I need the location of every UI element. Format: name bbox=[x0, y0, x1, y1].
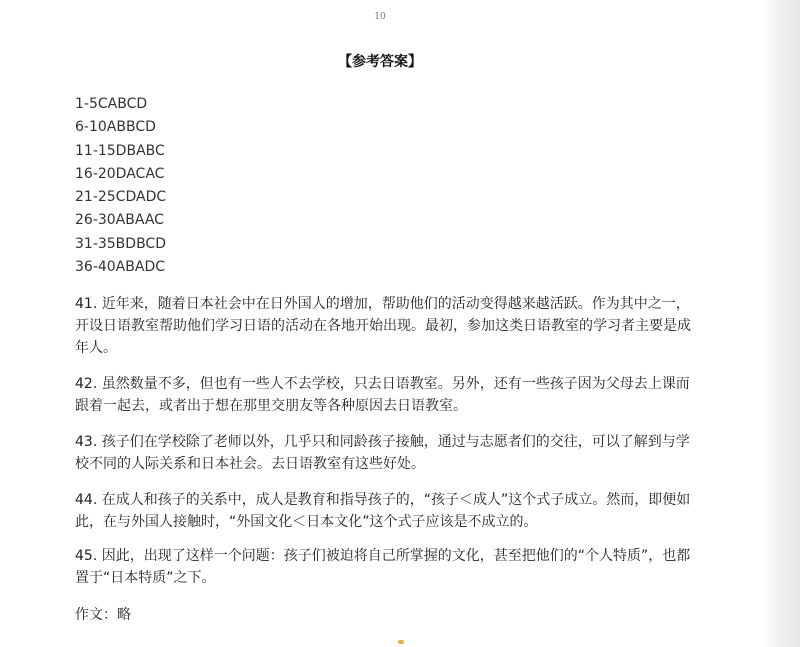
answer-44: 44. 在成人和孩子的关系中，成人是教育和指导孩子的，“孩子＜成人”这个式子成立。然而，即便如此，在与外国人接触时，“外国文化＜日本文化”这个式子应该是不成立的。 bbox=[75, 492, 691, 530]
answer-line: 11-15DBABC bbox=[75, 142, 165, 159]
page-number: 10 bbox=[374, 12, 386, 22]
answer-key-list bbox=[75, 93, 166, 279]
answer-43: 43. 孩子们在学校除了老师以外，几乎只和同龄孩子接触，通过与志愿者们的交往，可以了解到与学校不同的人际关系和日本社会。去日语教室有这些好处。 bbox=[75, 434, 690, 472]
footer-dot-icon bbox=[398, 640, 404, 644]
answer-45: 45. 因此，出现了这样一个问题：孩子们被迫将自己所掌握的文化，甚至把他们的“个人特质”，也都置于“日本特质”之下。 bbox=[75, 548, 691, 586]
answer-line: 6-10ABBCD bbox=[75, 119, 156, 136]
page-title: 【参考答案】 bbox=[338, 54, 422, 70]
answer-42: 42. 虽然数量不多，但也有一些人不去学校，只去日语教室。另外，还有一些孩子因为父母去上课而跟着一起去，或者出于想在那里交朋友等各种原因去日语教室。 bbox=[75, 376, 690, 414]
answer-line: 16-20DACAC bbox=[75, 165, 165, 182]
answer-41: 41. 近年来，随着日本社会中在日外国人的增加，帮助他们的活动变得越来越活跃。作为其中之一，开设日语教室帮助他们学习日语的活动在各地开始出现。最初，参加这类日语教室的学习者主要是成年人。 bbox=[75, 296, 691, 356]
page-edge-shadow bbox=[764, 0, 800, 647]
answer-line: 1-5CABCD bbox=[75, 96, 148, 112]
essay-answer: 作文：略 bbox=[75, 607, 131, 623]
answer-line: 31-35BDBCD bbox=[75, 235, 166, 252]
answer-line: 36-40ABADC bbox=[75, 259, 165, 276]
answer-line: 21-25CDADC bbox=[75, 189, 167, 206]
answer-line: 26-30ABAAC bbox=[75, 212, 164, 229]
